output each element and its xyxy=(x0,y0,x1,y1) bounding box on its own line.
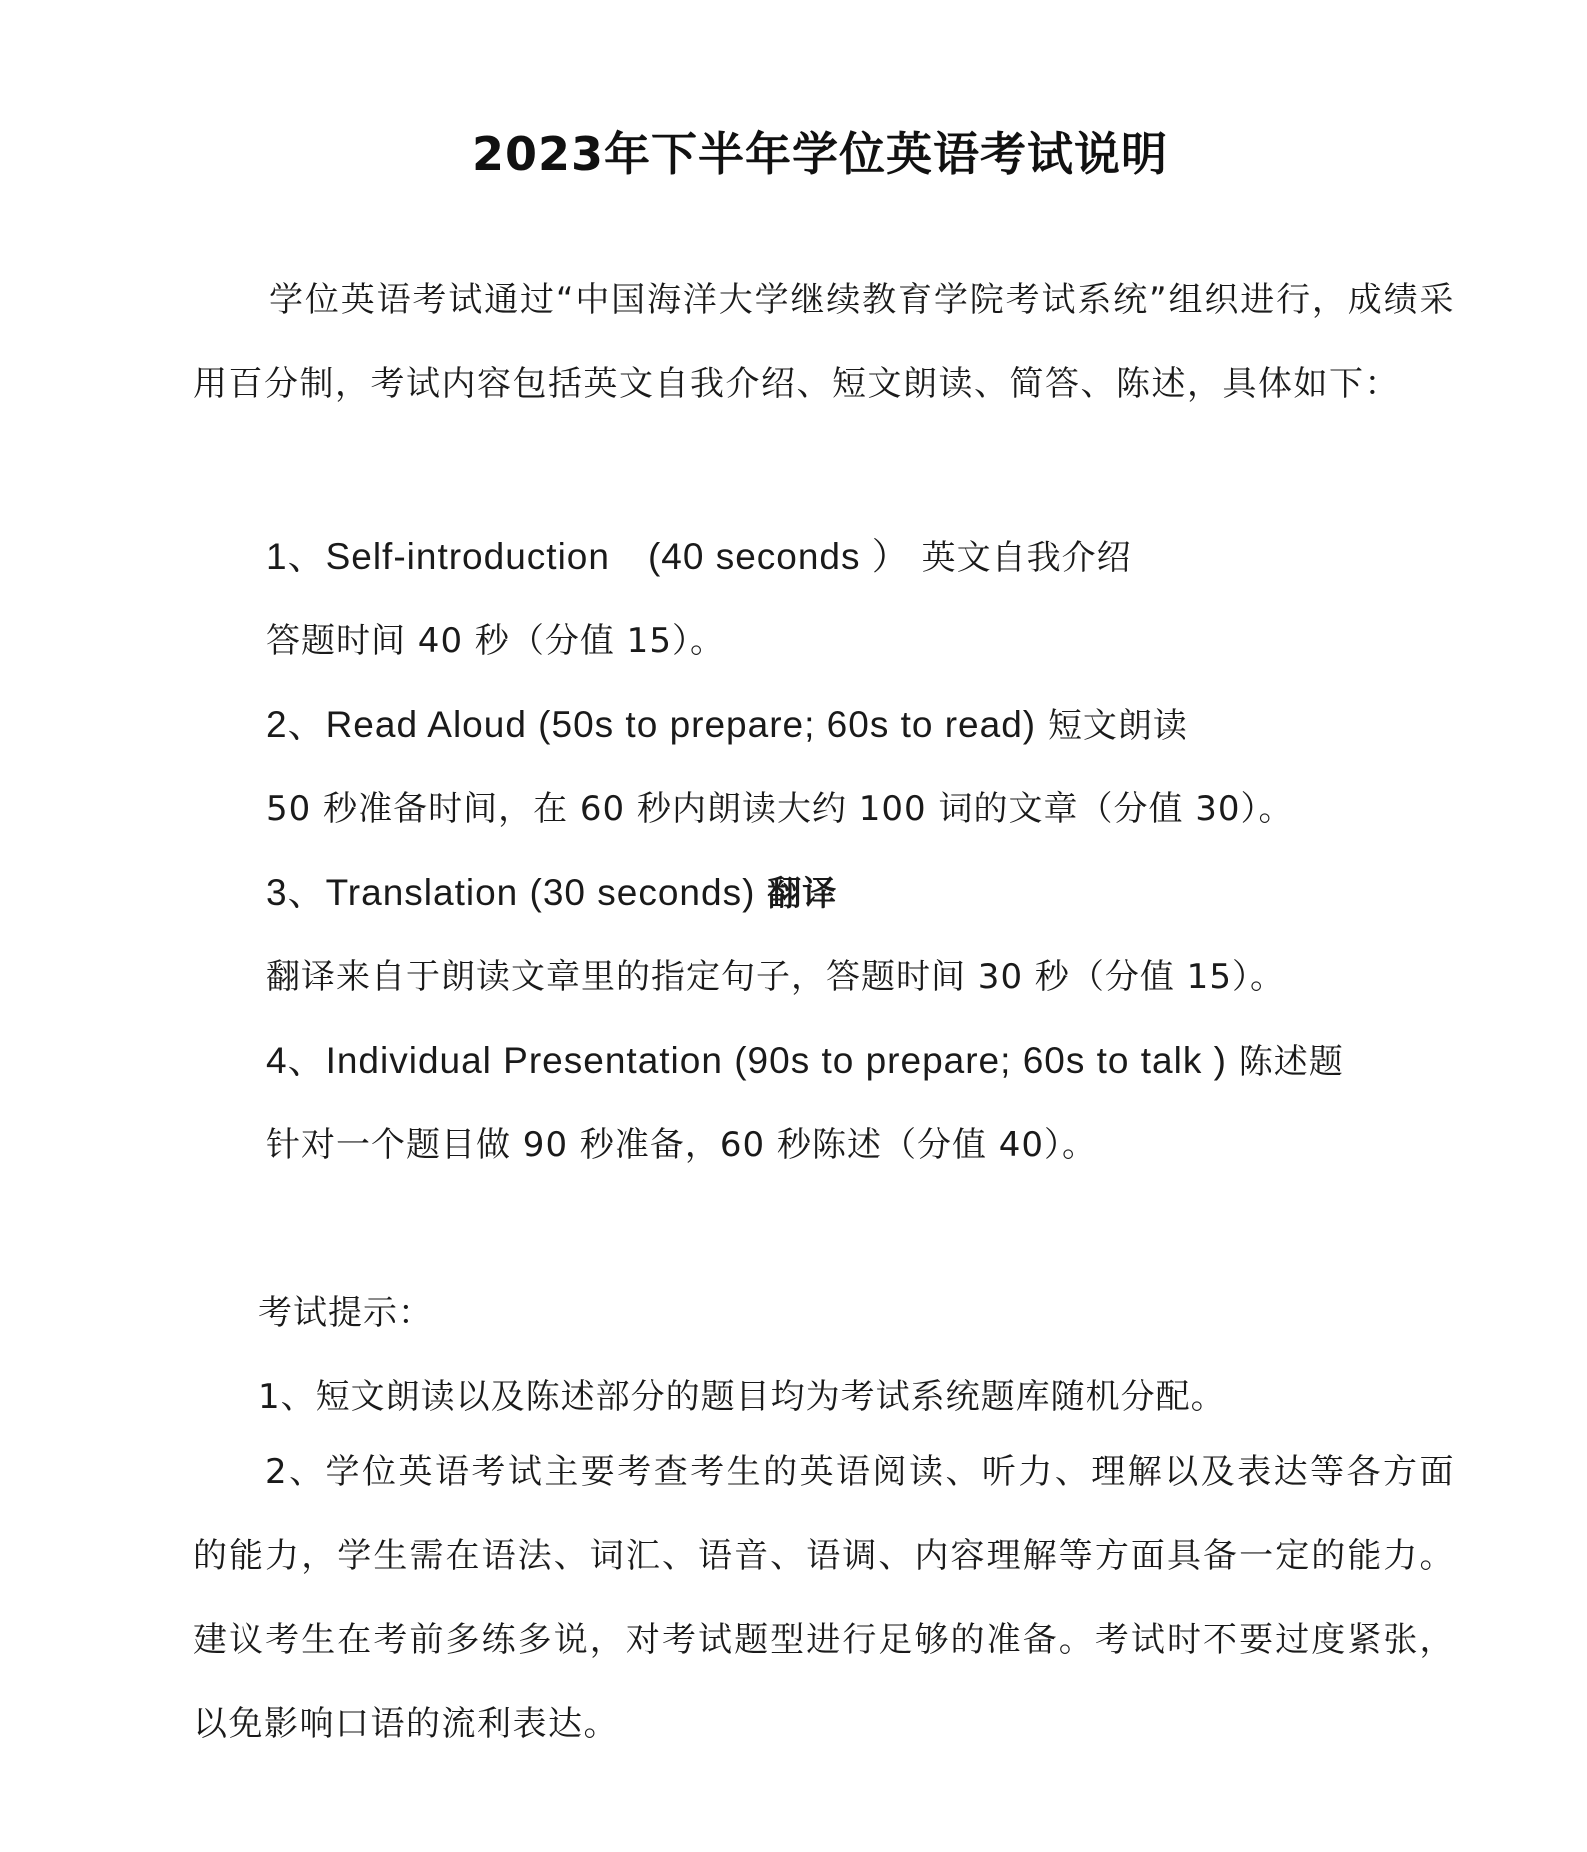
tips-item-2: 2、学位英语考试主要考查考生的英语阅读、听力、理解以及表达等各方面的能力，学生需在语法、词汇、语音、语调、内容理解等方面具备一定的能力。建议考生在考前多练多说，对考试题型进行足够的准备。考试时不要过度紧张，以免影响口语的流利表达。 xyxy=(193,1452,1455,1744)
section-2-heading-cn: 短文朗读 xyxy=(1047,706,1188,746)
section-4-heading xyxy=(266,1036,1344,1087)
section-1-heading-cn: 英文自我介绍 xyxy=(921,538,1132,578)
section-1-detail: 答题时间 40 秒（分值 15）。 xyxy=(266,621,725,661)
section-1-heading xyxy=(266,532,1132,583)
tips-heading: 考试提示： xyxy=(258,1293,433,1333)
section-4-detail: 针对一个题目做 90 秒准备，60 秒陈述（分值 40）。 xyxy=(266,1125,1098,1165)
section-2-heading-en: 2、Read Aloud (50s to prepare; 60s to read) xyxy=(266,704,1037,745)
intro-paragraph: 学位英语考试通过“中国海洋大学继续教育学院考试系统”组织进行，成绩采用百分制，考试内容包括英文自我介绍、短文朗读、简答、陈述，具体如下： xyxy=(193,280,1455,404)
section-3-heading xyxy=(266,868,837,919)
section-4-heading-cn: 陈述题 xyxy=(1238,1042,1344,1082)
section-1-heading-en: 1、Self-introduction (40 seconds ） xyxy=(266,536,910,577)
section-2-heading xyxy=(266,700,1188,751)
section-3-heading-cn: 翻译 xyxy=(767,874,838,914)
section-3-detail: 翻译来自于朗读文章里的指定句子，答题时间 30 秒（分值 15）。 xyxy=(266,957,1285,997)
tips-item-1: 1、短文朗读以及陈述部分的题目均为考试系统题库随机分配。 xyxy=(258,1377,1226,1417)
document-title: 2023年下半年学位英语考试说明 xyxy=(471,127,1169,181)
section-2-detail: 50 秒准备时间，在 60 秒内朗读大约 100 词的文章（分值 30）。 xyxy=(266,789,1294,829)
section-3-heading-en: 3、Translation (30 seconds) xyxy=(266,872,756,913)
section-4-heading-en: 4、Individual Presentation (90s to prepare; 60s to talk ) xyxy=(266,1040,1227,1081)
